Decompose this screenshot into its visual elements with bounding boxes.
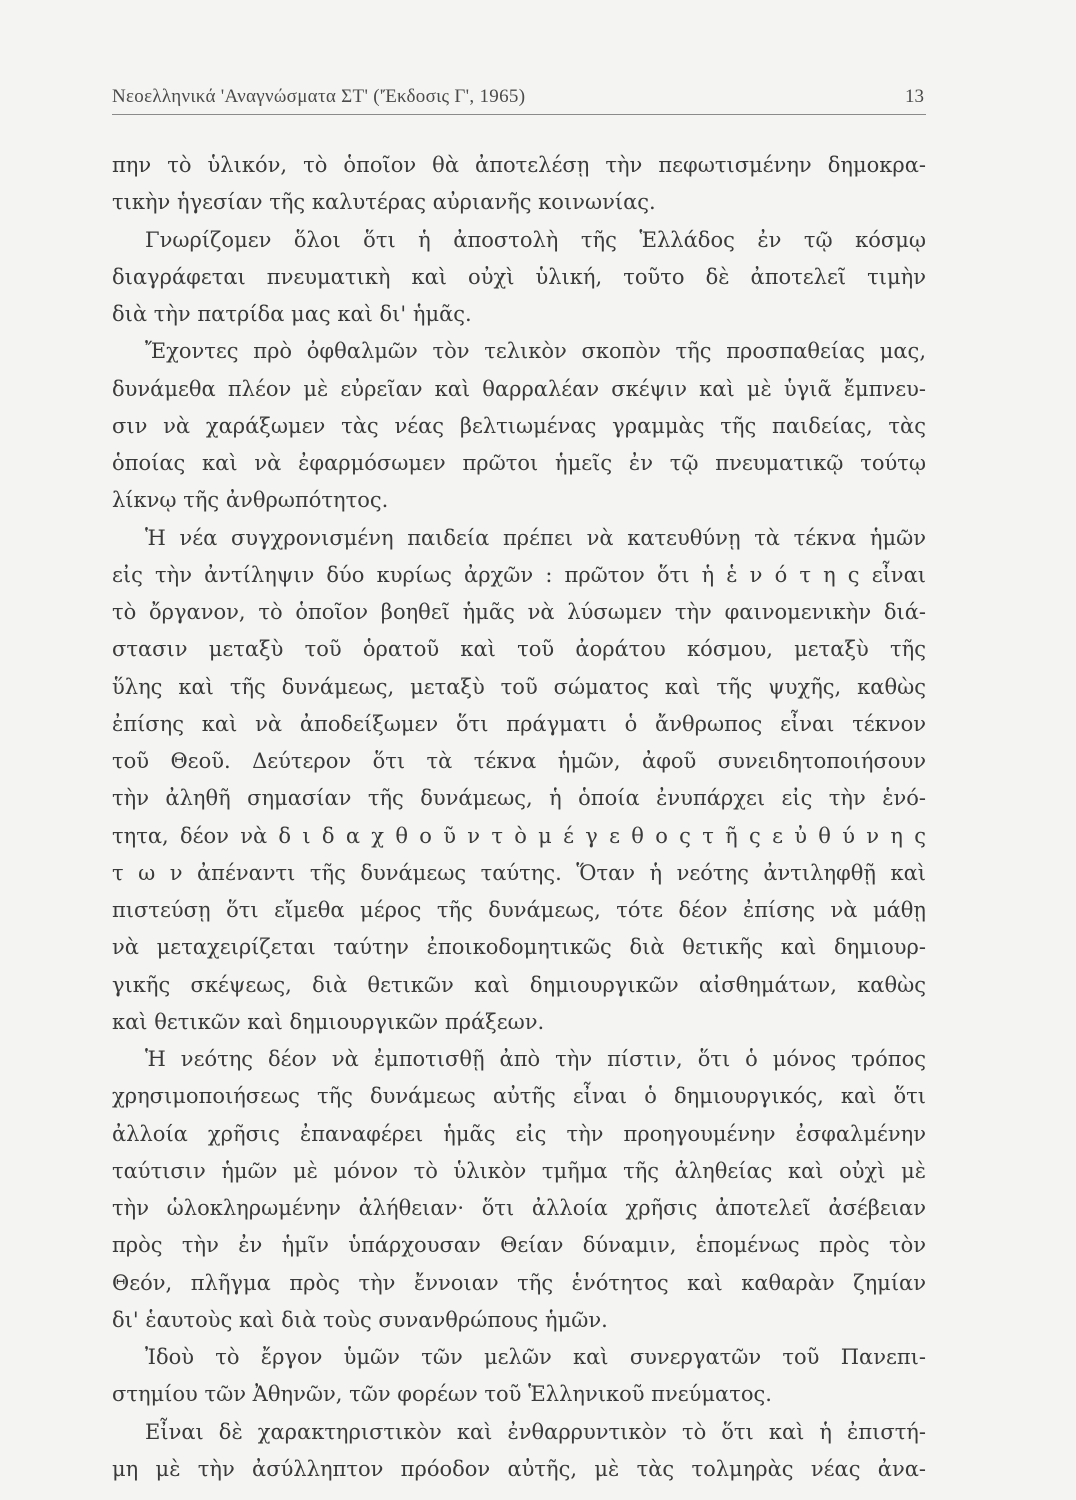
text-line: τητα, δέον νὰ δ ι δ α χ θ ο ῦ ν τ ὸ μ έ γ ε θ ο ς τ ῆ ς ε ὐ θ ύ ν η ς (112, 823, 926, 848)
text-line: Ἡ νέα συγχρονισμένη παιδεία πρέπει νὰ κατευθύνῃ τὰ τέκνα ἡμῶν (145, 525, 926, 550)
text-line: πρὸς τὴν ἐν ἡμῖν ὑπάρχουσαν Θείαν δύναμιν, ἑπομένως πρὸς τὸν (112, 1233, 926, 1258)
text-line: τὸ ὄργανον, τὸ ὁποῖον βοηθεῖ ἡμᾶς νὰ λύσωμεν τὴν φαινομενικὴν διά- (112, 600, 926, 624)
text-line: στημίου τῶν Ἀθηνῶν, τῶν φορέων τοῦ Ἑλληνικοῦ πνεύματος. (112, 1382, 772, 1407)
text-line: Θεόν, πλῆγμα πρὸς τὴν ἔννοιαν τῆς ἑνότητος καὶ καθαρὰν ζημίαν (112, 1270, 926, 1295)
text-line: τοῦ Θεοῦ. Δεύτερον ὅτι τὰ τέκνα ἡμῶν, ἀφοῦ συνειδητοποιήσουν (112, 749, 926, 773)
text-line: ἐπίσης καὶ νὰ ἀποδείξωμεν ὅτι πράγματι ὁ ἄνθρωπος εἶναι τέκνον (112, 711, 926, 736)
text-line: διὰ τὴν πατρίδα μας καὶ δι' ἡμᾶς. (112, 302, 472, 326)
header-title: Νεοελληνικά 'Αναγνώσματα ΣΤ' ('Έκδοσις Γ', 1965) (112, 86, 526, 107)
text-line: ὁποίας καὶ νὰ ἐφαρμόσωμεν πρῶτοι ἡμεῖς ἐν τῷ πνευματικῷ τούτῳ (112, 451, 926, 475)
text-line: καὶ θετικῶν καὶ δημιουργικῶν πράξεων. (112, 1009, 545, 1034)
text-line: δυνάμεθα πλέον μὲ εὐρεῖαν καὶ θαρραλέαν σκέψιν καὶ μὲ ὑγιᾶ ἔμπνευ- (112, 376, 926, 401)
text-line: Ἔχοντες πρὸ ὀφθαλμῶν τὸν τελικὸν σκοπὸν τῆς προσπαθείας μας, (145, 339, 926, 364)
text-line: στασιν μεταξὺ τοῦ ὁρατοῦ καὶ τοῦ ἀοράτου κόσμου, μεταξὺ τῆς (112, 637, 926, 662)
text-line: διαγράφεται πνευματικὴ καὶ οὐχὶ ὑλική, τοῦτο δὲ ἀποτελεῖ τιμὴν (112, 264, 926, 289)
text-line: γικῆς σκέψεως, διὰ θετικῶν καὶ δημιουργικῶν αἰσθημάτων, καθὼς (112, 972, 926, 997)
text-line: μη μὲ τὴν ἀσύλληπτον πρόοδον αὐτῆς, μὲ τὰς τολμηρὰς νέας ἀνα- (112, 1456, 926, 1481)
page-number: 13 (905, 86, 924, 107)
body-text (112, 147, 926, 1488)
running-header (112, 84, 926, 115)
text-line: τὴν ἀληθῆ σημασίαν τῆς δυνάμεως, ἡ ὁποία ἐνυπάρχει εἰς τὴν ἑνό- (112, 786, 926, 811)
text-line: τικὴν ἡγεσίαν τῆς καλυτέρας αὐριανῆς κοινωνίας. (112, 190, 656, 215)
text-line: τὴν ὡλοκληρωμένην ἀλήθειαν· ὅτι ἀλλοία χρῆσις ἀποτελεῖ ἀσέβειαν (112, 1196, 926, 1220)
text-line: Ἡ νεότης δέον νὰ ἐμποτισθῇ ἀπὸ τὴν πίστιν, ὅτι ὁ μόνος τρόπος (145, 1047, 926, 1071)
text-line: ταύτισιν ἡμῶν μὲ μόνον τὸ ὑλικὸν τμῆμα τῆς ἀληθείας καὶ οὐχὶ μὲ (112, 1158, 926, 1183)
text-line: τ ω ν ἀπέναντι τῆς δυνάμεως ταύτης. Ὅταν ἡ νεότης ἀντιληφθῇ καὶ (112, 860, 926, 885)
text-line: χρησιμοποιήσεως τῆς δυνάμεως αὐτῆς εἶναι ὁ δημιουργικός, καὶ ὅτι (112, 1084, 926, 1109)
text-line: Εἶναι δὲ χαρακτηριστικὸν καὶ ἐνθαρρυντικὸν τὸ ὅτι καὶ ἡ ἐπιστή- (145, 1419, 926, 1444)
text-line: δι' ἑαυτοὺς καὶ διὰ τοὺς συνανθρώπους ἡμῶν. (112, 1307, 608, 1332)
text-line: εἰς τὴν ἀντίληψιν δύο κυρίως ἀρχῶν : πρῶτον ὅτι ἡ ἑ ν ό τ η ς εἶναι (112, 562, 926, 587)
text-line: λίκνῳ τῆς ἀνθρωπότητος. (112, 488, 389, 513)
text-line: πιστεύσῃ ὅτι εἴμεθα μέρος τῆς δυνάμεως, τότε δέον ἐπίσης νὰ μάθῃ (112, 898, 926, 922)
text-line: ὕλης καὶ τῆς δυνάμεως, μεταξὺ τοῦ σώματος καὶ τῆς ψυχῆς, καθὼς (112, 674, 926, 699)
text-line: ἀλλοία χρῆσις ἐπαναφέρει ἡμᾶς εἰς τὴν προηγουμένην ἐσφαλμένην (112, 1121, 926, 1146)
text-line: σιν νὰ χαράξωμεν τὰς νέας βελτιωμένας γραμμὰς τῆς παιδείας, τὰς (112, 413, 926, 438)
text-line: νὰ μεταχειρίζεται ταύτην ἐποικοδομητικῶς διὰ θετικῆς καὶ δημιουρ- (112, 935, 926, 960)
text-line: Ἰδοὺ τὸ ἔργον ὑμῶν τῶν μελῶν καὶ συνεργατῶν τοῦ Πανεπι- (145, 1345, 926, 1369)
text-line: πην τὸ ὑλικόν, τὸ ὁποῖον θὰ ἀποτελέσῃ τὴν πεφωτισμένην δημοκρα- (112, 153, 926, 177)
text-line: Γνωρίζομεν ὅλοι ὅτι ἡ ἀποστολὴ τῆς Ἑλλάδος ἐν τῷ κόσμῳ (145, 227, 926, 252)
